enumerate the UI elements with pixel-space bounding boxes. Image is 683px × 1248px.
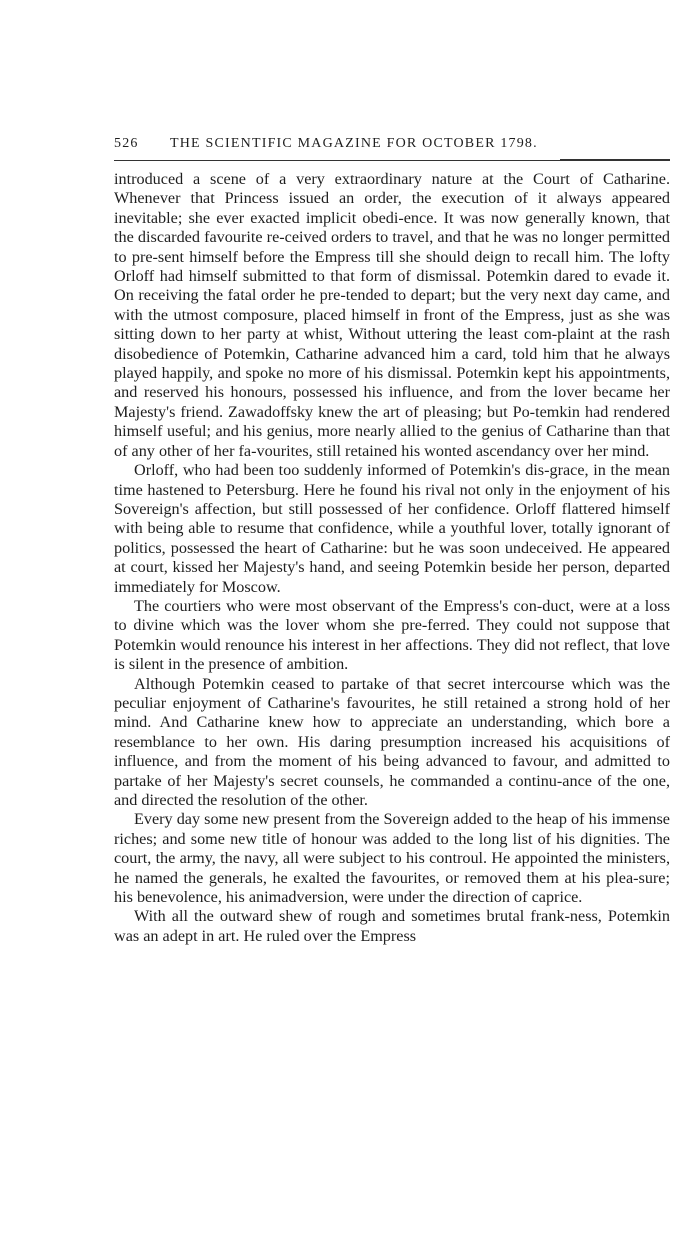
running-header (114, 136, 674, 158)
header-rule (114, 160, 670, 161)
paragraph-5: Every day some new present from the Sovereign added to the heap of his immense riches; and some new title of honour was added to the long list of his dignities. The court, the army, the navy, all were subject to his controul. He appointed the ministers, he named the generals, he exalted the favourites, or removed them at his plea-sure; his benevolence, his animadversion, were under the direction of caprice. (114, 810, 670, 907)
running-title: THE SCIENTIFIC MAGAZINE FOR OCTOBER 1798. (170, 136, 538, 151)
paragraph-4: Although Potemkin ceased to partake of that secret intercourse which was the peculiar enjoyment of Catharine's favourites, he still retained a strong hold of her mind. And Catharine knew how to appreciate an understanding, which bore a resemblance to her own. His daring presumption increased his acquisitions of influence, and from the moment of his being advanced to favour, and admitted to partake of her Majesty's secret counsels, he commanded a continu-ance of the one, and directed the resolution of the other. (114, 674, 670, 809)
paragraph-6: With all the outward shew of rough and sometimes brutal frank-ness, Potemkin was an adept in art. He ruled over the Empress (114, 907, 670, 945)
paragraph-3: The courtiers who were most observant of the Empress's con-duct, were at a loss to divine which was the lover whom she pre-ferred. They could not suppose that Potemkin would renounce his interest in her affections. They did not reflect, that love is silent in the presence of ambition. (114, 596, 670, 674)
article-body (114, 170, 670, 946)
paragraph-2: Orloff, who had been too suddenly informed of Potemkin's dis-grace, in the mean time hastened to Petersburg. Here he found his rival not only in the enjoyment of his Sovereign's affection, but still possessed of her confidence. Orloff flattered himself with being able to resume that confidence, while a youthful lover, totally ignorant of politics, possessed the heart of Catharine: but he was soon undeceived. He appeared at court, kissed her Majesty's hand, and seeing Potemkin beside her person, departed immediately for Moscow. (114, 461, 670, 596)
page-number: 526 (114, 136, 139, 151)
paragraph-1: introduced a scene of a very extraordinary nature at the Court of Catharine. Whenever that Princess issued an order, the execution of it always appeared inevitable; she ever exacted implicit obedi-ence. It was now generally known, that the discarded favourite re-ceived orders to travel, and that he was no longer permitted to pre-sent himself before the Empress till she should deign to recall him. The lofty Orloff had himself submitted to that form of dismissal. Potemkin dared to evade it. On receiving the fatal order he pre-tended to depart; but the very next day came, and with the utmost composure, placed himself in front of the Empress, just as she was sitting down to her party at whist, Without uttering the least com-plaint at the rash disobedience of Potemkin, Catharine advanced him a card, told him that he always played happily, and spoke no more of his dismissal. Potemkin kept his appointments, and reserved his honours, possessed his influence, and from the lover became her Majesty's friend. Zawadoffsky knew the art of pleasing; but Po-temkin had rendered himself useful; and his genius, more nearly allied to the genius of Catharine than that of any other of her fa-vourites, still retained his wonted ascendancy over her mind. (114, 170, 670, 460)
